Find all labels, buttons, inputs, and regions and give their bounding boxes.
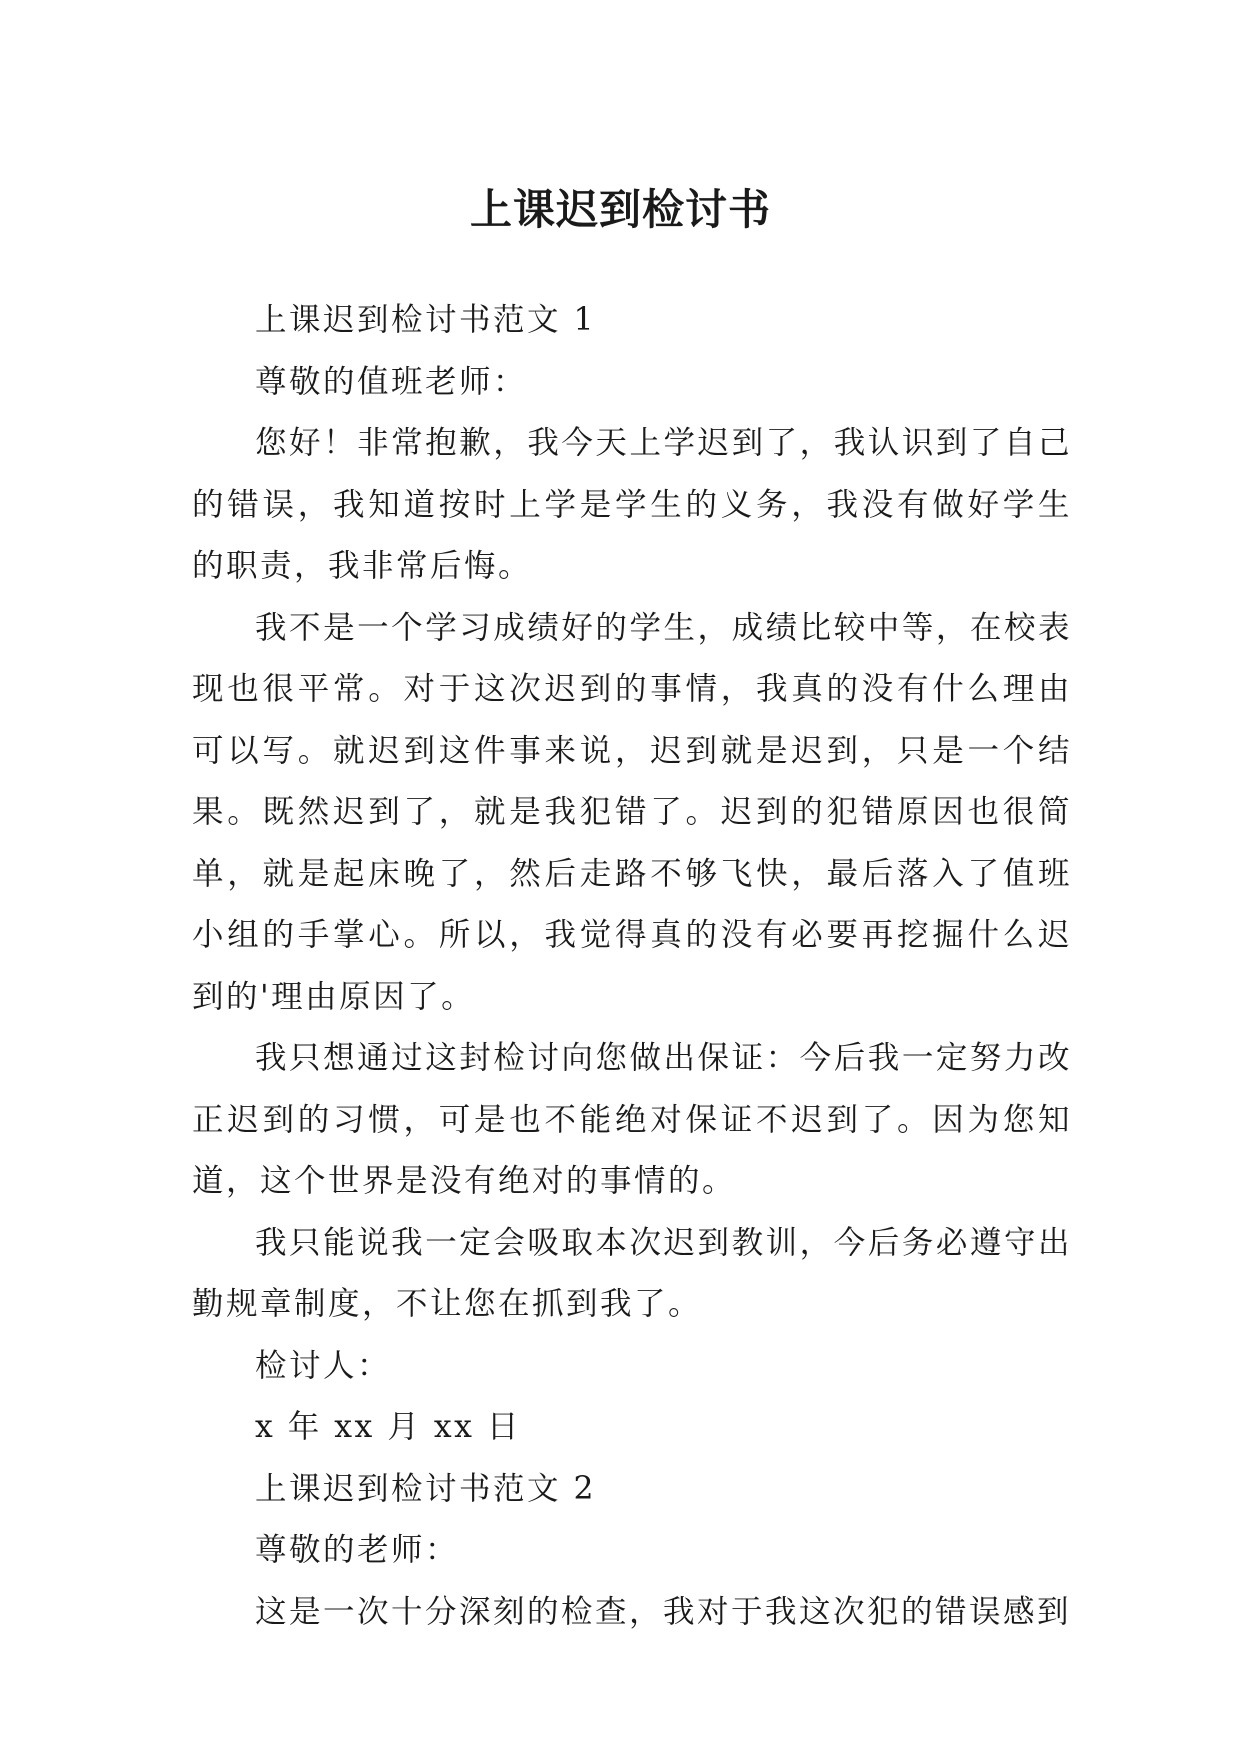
body-paragraph: 您好！非常抱歉，我今天上学迟到了，我认识到了自己的错误，我知道按时上学是学生的义务，我没有做好学生的职责，我非常后悔。 bbox=[192, 425, 1072, 584]
body-paragraph: 我只能说我一定会吸取本次迟到教训，今后务必遵守出勤规章制度，不让您在抓到我了。 bbox=[192, 1224, 1072, 1322]
signature-label: 检讨人： bbox=[255, 1347, 392, 1384]
body-paragraph: 我只想通过这封检讨向您做出保证：今后我一定努力改正迟到的习惯，可是也不能绝对保证不迟到了。因为您知道，这个世界是没有绝对的事情的。 bbox=[192, 1040, 1072, 1199]
document-body bbox=[192, 290, 1072, 1643]
salutation-1: 尊敬的值班老师： bbox=[255, 363, 528, 400]
body-paragraph: 我不是一个学习成绩好的学生，成绩比较中等，在校表现也很平常。对于这次迟到的事情，我真的没有什么理由可以写。就迟到这件事来说，迟到就是迟到，只是一个结果。既然迟到了，就是我犯错了。迟到的犯错原因也很简单，就是起床晚了，然后走路不够飞快，最后落入了值班小组的手掌心。所以，我觉得真的没有必要再挖掘什么迟到的'理由原因了。 bbox=[192, 609, 1072, 1015]
body-paragraph: 这是一次十分深刻的检查，我对于我这次犯的错误感到 bbox=[255, 1593, 1072, 1630]
section-heading-2: 上课迟到检讨书范文 2 bbox=[255, 1470, 597, 1507]
document-title: 上课迟到检讨书 bbox=[469, 185, 771, 235]
section-heading-1: 上课迟到检讨书范文 1 bbox=[255, 302, 597, 338]
date-line: x 年 xx 月 xx 日 bbox=[255, 1409, 521, 1445]
salutation-2: 尊敬的老师： bbox=[255, 1532, 460, 1568]
